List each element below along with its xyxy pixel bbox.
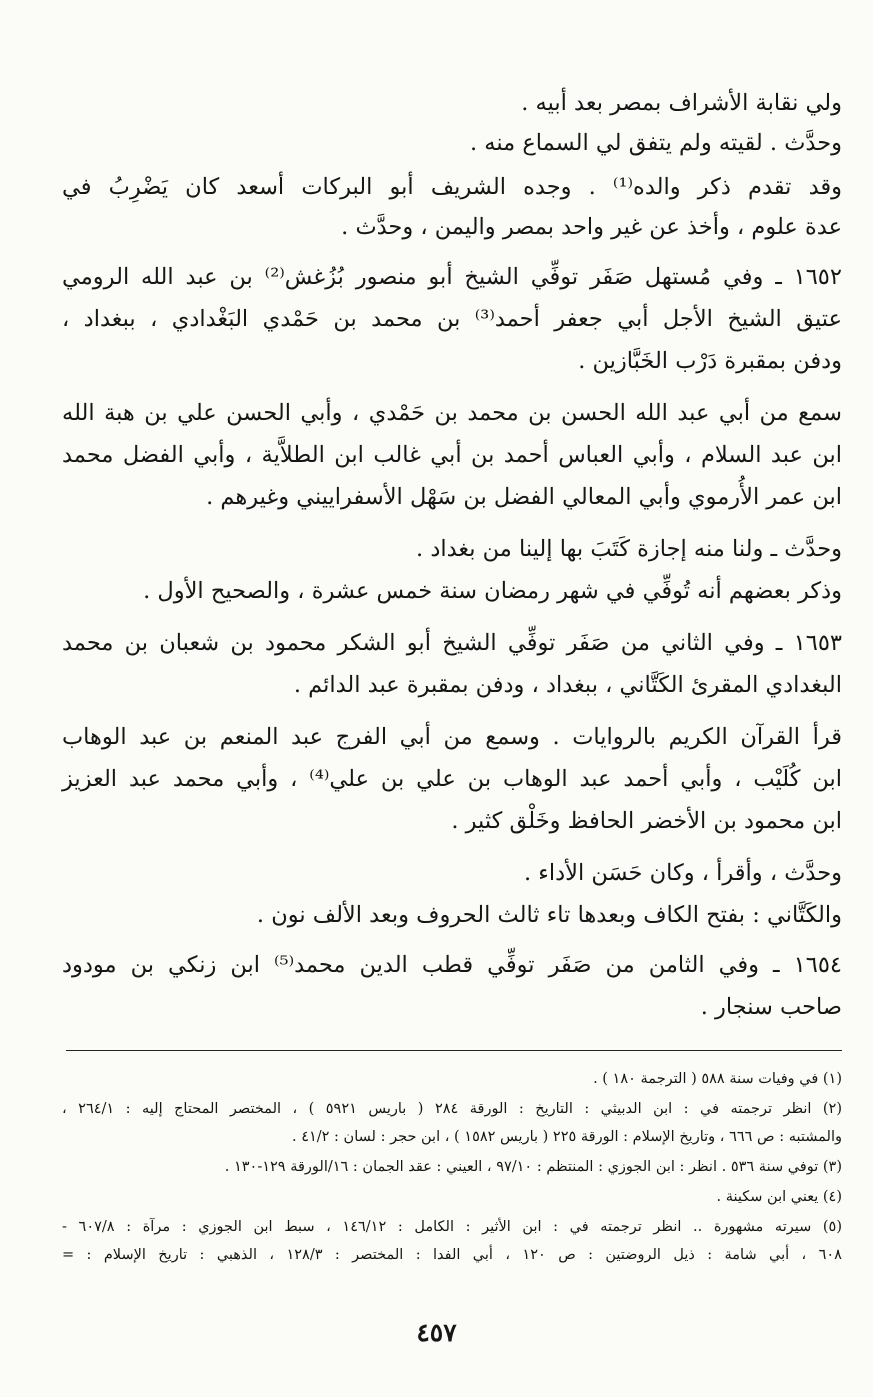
text-line: وذكر بعضهم أنه تُوفِّي في شهر رمضان سنة خمس عشرة ، والصحيح الأول . bbox=[143, 578, 842, 604]
text-line: سمع من أبي عبد الله الحسن بن محمد بن حَمْدي ، وأبي الحسن علي بن هبة الله bbox=[62, 400, 842, 426]
text-line: وحدَّث ، وأقرأ ، وكان حَسَن الأداء . bbox=[523, 860, 842, 886]
footnote: والمشتبه : ص ٦٦٦ ، وتاريخ الإسلام : الورقة ٢٢٥ ( باريس ١٥٨٢ ) ، ابن حجر : لسان : ٤١/٢ . bbox=[291, 1129, 842, 1145]
footnote: (٤) يعني ابن سكينة . bbox=[716, 1189, 842, 1205]
text-line: البغدادي المقرئ الكَتَّاني ، ببغداد ، ودفن بمقبرة عبد الدائم . bbox=[293, 672, 842, 698]
text-line: ابن عبد السلام ، وأبي العباس أحمد بن أبي غالب ابن الطلاَّية ، وأبي الفضل محمد bbox=[62, 442, 842, 468]
text-line: وحدَّث . لقيته ولم يتفق لي السماع منه . bbox=[469, 130, 842, 156]
entry-1654-heading: ١٦٥٤ ـ وفي الثامن من صَفَر توفِّي قطب الدين محمد⁽⁵⁾ ابن زنكي بن مودود bbox=[62, 952, 842, 978]
text-line: صاحب سنجار . bbox=[700, 994, 842, 1020]
text-line: ودفن بمقبرة دَرْب الخَبَّازين . bbox=[578, 348, 842, 374]
footnote: (٥) سيرته مشهورة .. انظر ترجمته في : ابن الأثير : الكامل : ١٤٦/١٢ ، سبط ابن الجوزي : مرآة : ٦٠٧/٨ - bbox=[62, 1219, 843, 1235]
text-line: وحدَّث ـ ولنا منه إجازة كَتَبَ بها إلينا من بغداد . bbox=[416, 536, 842, 562]
text-line: ابن عمر الأُرموي وأبي المعالي الفضل بن سَهْل الأسفراييني وغيرهم . bbox=[206, 484, 842, 510]
text-line: ابن محمود بن الأخضر الحافظ وخَلْق كثير . bbox=[451, 808, 842, 834]
footnote: (١) في وفيات سنة ٥٨٨ ( الترجمة ١٨٠ ) . bbox=[593, 1071, 842, 1087]
text-line: ولي نقابة الأشراف بمصر بعد أبيه . bbox=[521, 90, 842, 116]
footnote: (٢) انظر ترجمته في : ابن الدبيثي : التاريخ : الورقة ٢٨٤ ( باريس ٥٩٢١ ) ، المختصر المحتاج إليه : ٢٦٤/١ ، bbox=[62, 1101, 842, 1117]
text-line: وقد تقدم ذكر والده⁽¹⁾ . وجده الشريف أبو البركات أسعد كان يَضْرِبُ في bbox=[62, 174, 842, 200]
footnote-separator bbox=[66, 1050, 842, 1051]
footnote: (٣) توفي سنة ٥٣٦ . انظر : ابن الجوزي : المنتظم : ٩٧/١٠ ، العيني : عقد الجمان : ١٦/الورقة ١٢٩-١٣٠ . bbox=[224, 1159, 842, 1175]
text-line: عتيق الشيخ الأجل أبي جعفر أحمد⁽³⁾ بن محمد بن حَمْدي البَغْدادي ، ببغداد ، bbox=[62, 306, 842, 332]
text-line: ابن كُلَيْب ، وأبي أحمد عبد الوهاب بن علي بن علي⁽⁴⁾ ، وأبي محمد عبد العزيز bbox=[62, 766, 842, 792]
entry-1653-heading: ١٦٥٣ ـ وفي الثاني من صَفَر توفِّي الشيخ أبو الشكر محمود بن شعبان بن محمد bbox=[62, 630, 842, 656]
text-line: والكَتَّاني : بفتح الكاف وبعدها تاء ثالث الحروف وبعد الألف نون . bbox=[256, 902, 842, 928]
page-number: ٤٥٧ bbox=[416, 1318, 457, 1347]
text-line: قرأ القرآن الكريم بالروايات . وسمع من أبي الفرج عبد المنعم بن عبد الوهاب bbox=[62, 724, 842, 750]
text-line: عدة علوم ، وأخذ عن غير واحد بمصر واليمن ، وحدَّث . bbox=[341, 214, 842, 240]
entry-1652-heading: ١٦٥٢ ـ وفي مُستهل صَفَر توفِّي الشيخ أبو منصور بُزُغش⁽²⁾ بن عبد الله الرومي bbox=[62, 264, 842, 290]
footnote: ٦٠٨ ، أبي شامة : ذيل الروضتين : ص ١٢٠ ، أبي الفدا : المختصر : ١٢٨/٣ ، الذهبي : تاريخ الإسلام : = bbox=[62, 1247, 842, 1263]
